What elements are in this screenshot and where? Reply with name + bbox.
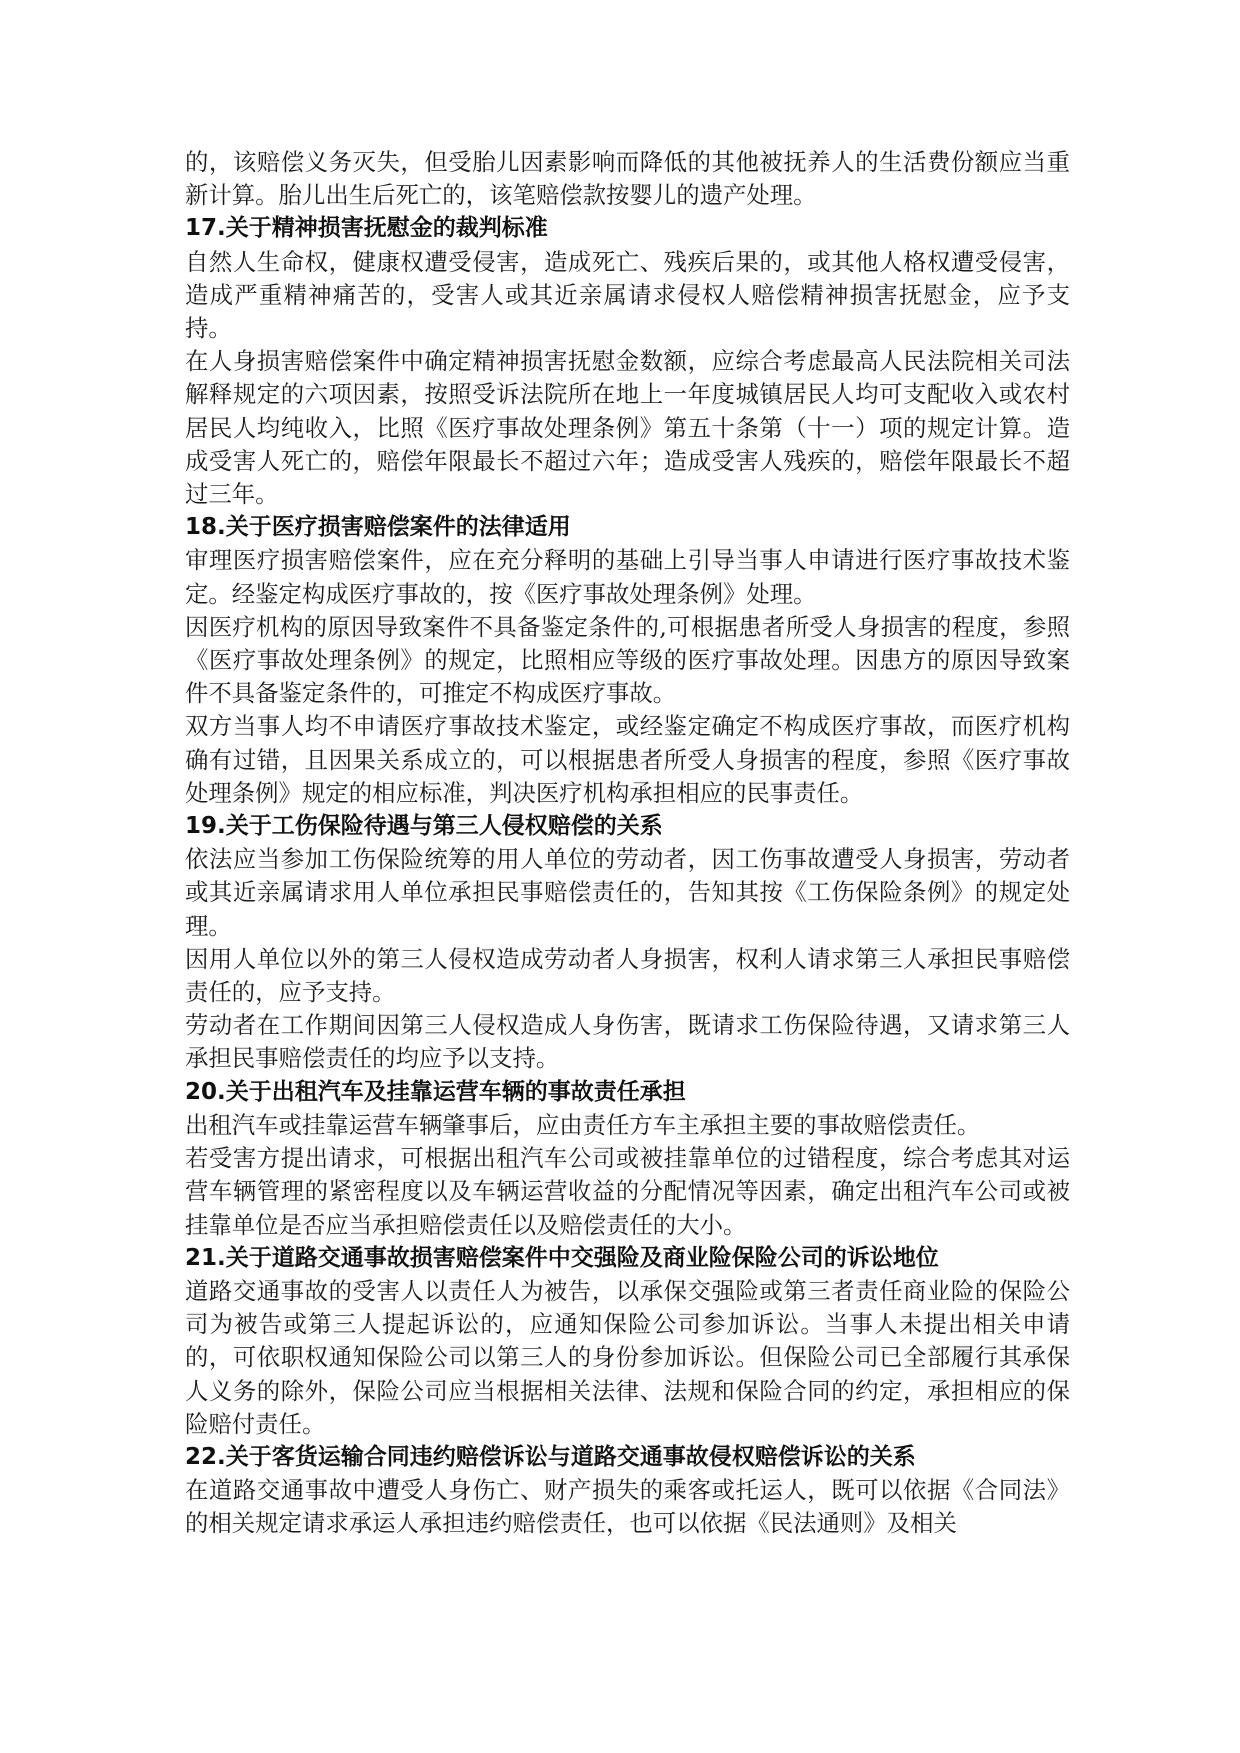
paragraph: 在道路交通事故中遭受人身伤亡、财产损失的乘客或托运人，既可以依据《合同法》的相关规定请求承运人承担违约赔偿责任，也可以依据《民法通则》及相关 bbox=[185, 1476, 1070, 1538]
paragraph: 依法应当参加工伤保险统筹的用人单位的劳动者，因工伤事故遭受人身损害，劳动者或其近亲属请求用人单位承担民事赔偿责任的，告知其按《工伤保险条例》的规定处理。 bbox=[185, 845, 1070, 940]
paragraph: 劳动者在工作期间因第三人侵权造成人身伤害，既请求工伤保险待遇，又请求第三人承担民事赔偿责任的均应予以支持。 bbox=[185, 1011, 1070, 1073]
paragraph: 若受害方提出请求，可根据出租汽车公司或被挂靠单位的过错程度，综合考虑其对运营车辆管理的紧密程度以及车辆运营收益的分配情况等因素，确定出租汽车公司或被挂靠单位是否应当承担赔偿责任以及赔偿责任的大小。 bbox=[185, 1144, 1070, 1239]
section-heading-22: 22.关于客货运输合同违约赔偿诉讼与道路交通事故侵权赔偿诉讼的关系 bbox=[185, 1443, 916, 1470]
paragraph: 自然人生命权，健康权遭受侵害，造成死亡、残疾后果的，或其他人格权遭受侵害，造成严重精神痛苦的，受害人或其近亲属请求侵权人赔偿精神损害抚慰金，应予支持。 bbox=[185, 247, 1070, 343]
paragraph: 的，该赔偿义务灭失，但受胎儿因素影响而降低的其他被抚养人的生活费份额应当重新计算。胎儿出生后死亡的，该笔赔偿款按婴儿的遗产处理。 bbox=[185, 148, 1070, 210]
paragraph: 因用人单位以外的第三人侵权造成劳动者人身损害，权利人请求第三人承担民事赔偿责任的，应予支持。 bbox=[185, 944, 1070, 1007]
paragraph: 审理医疗损害赔偿案件，应在充分释明的基础上引导当事人申请进行医疗事故技术鉴定。经鉴定构成医疗事故的，按《医疗事故处理条例》处理。 bbox=[185, 546, 1070, 608]
paragraph: 在人身损害赔偿案件中确定精神损害抚慰金数额，应综合考虑最高人民法院相关司法解释规定的六项因素，按照受诉法院所在地上一年度城镇居民人均可支配收入或农村居民人均纯收入，比照《医疗事故处理条例》第五十条第（十一）项的规定计算。造成受害人死亡的，赔偿年限最长不超过六年；造成受害人残疾的，赔偿年限最长不超过三年。 bbox=[185, 347, 1070, 509]
paragraph: 出租汽车或挂靠运营车辆肇事后，应由责任方车主承担主要的事故赔偿责任。 bbox=[185, 1110, 981, 1139]
paragraph: 道路交通事故的受害人以责任人为被告，以承保交强险或第三者责任商业险的保险公司为被告或第三人提起诉讼的，应通知保险公司参加诉讼。当事人未提出相关申请的，可依职权通知保险公司以第三人的身份参加诉讼。但保险公司已全部履行其承保人义务的除外，保险公司应当根据相关法律、法规和保险合同的约定，承担相应的保险赔付责任。 bbox=[185, 1276, 1070, 1438]
section-heading-19: 19.关于工伤保险待遇与第三人侵权赔偿的关系 bbox=[185, 813, 663, 840]
paragraph: 双方当事人均不申请医疗事故技术鉴定，或经鉴定确定不构成医疗事故，而医疗机构确有过错，且因果关系成立的，可以根据患者所受人身损害的程度，参照《医疗事故处理条例》规定的相应标准，判决医疗机构承担相应的民事责任。 bbox=[185, 712, 1070, 807]
paragraph: 因医疗机构的原因导致案件不具备鉴定条件的,可根据患者所受人身损害的程度，参照《医疗事故处理条例》的规定，比照相应等级的医疗事故处理。因患方的原因导致案件不具备鉴定条件的，可推定不构成医疗事故。 bbox=[185, 612, 1070, 708]
document-page bbox=[185, 146, 1070, 1541]
section-heading-18: 18.关于医疗损害赔偿案件的法律适用 bbox=[185, 514, 571, 541]
section-heading-17: 17.关于精神损害抚慰金的裁判标准 bbox=[185, 215, 548, 242]
section-heading-21: 21.关于道路交通事故损害赔偿案件中交强险及商业险保险公司的诉讼地位 bbox=[185, 1244, 939, 1271]
section-heading-20: 20.关于出租汽车及挂靠运营车辆的事故责任承担 bbox=[185, 1078, 686, 1105]
